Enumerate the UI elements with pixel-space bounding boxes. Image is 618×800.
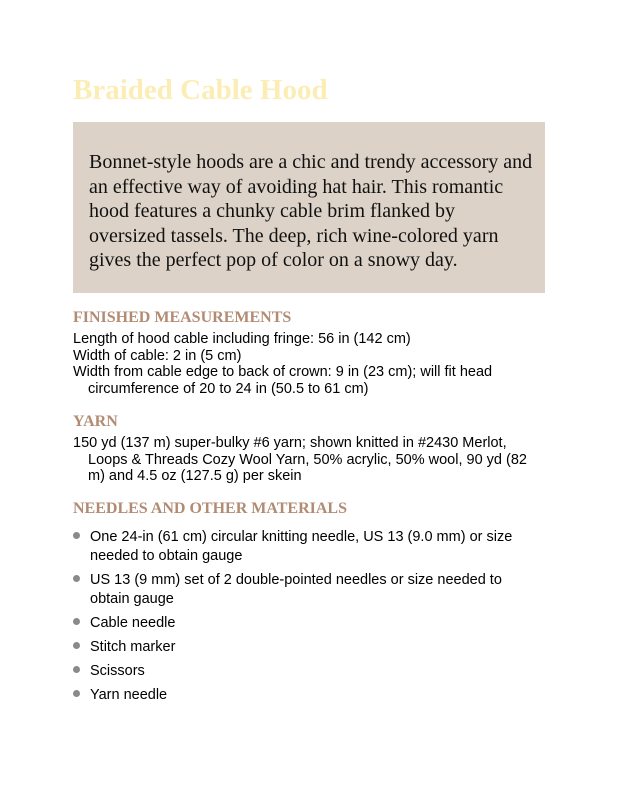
measurement-line: Width from cable edge to back of crown: 9 in (23 cm); will fit head circumference of 20 to 24 in (50.5 to 61 cm) xyxy=(73,364,493,397)
list-item xyxy=(73,571,543,609)
measurement-line: Length of hood cable including fringe: 56 in (142 cm) xyxy=(73,331,411,347)
bullet-icon xyxy=(73,618,80,625)
yarn-section xyxy=(73,435,543,485)
list-item-text: Stitch marker xyxy=(90,639,176,655)
list-item xyxy=(73,528,543,566)
list-item xyxy=(73,686,543,705)
bullet-icon xyxy=(73,666,80,673)
yarn-heading: YARN xyxy=(73,413,118,430)
bullet-icon xyxy=(73,575,80,582)
yarn-text: 150 yd (137 m) super-bulky #6 yarn; shown knitted in #2430 Merlot, Loops & Threads Cozy Wool Yarn, 50% acrylic, 50% wool, 90 yd (82 m) and 4.5 oz (127.5 g) per skein xyxy=(73,435,527,484)
list-item-text: Scissors xyxy=(90,663,145,679)
list-item-text: Yarn needle xyxy=(90,687,168,703)
finished-measurements-section xyxy=(73,331,543,397)
intro-box xyxy=(73,122,545,293)
list-item xyxy=(73,662,543,681)
list-item-text: US 13 (9 mm) set of 2 double-pointed needles or size needed to obtain gauge xyxy=(90,572,502,607)
materials-list xyxy=(73,528,543,705)
list-item-text: Cable needle xyxy=(90,615,176,631)
bullet-icon xyxy=(73,532,80,539)
intro-text: Bonnet-style hoods are a chic and trendy accessory and an effective way of avoiding hat hair. This romantic hood features a chunky cable brim flanked by oversized tassels. The deep, rich wine-colored yarn gives the perfect pop of color on a snowy day. xyxy=(89,151,533,271)
measurement-line: Width of cable: 2 in (5 cm) xyxy=(73,347,242,364)
list-item xyxy=(73,614,543,633)
finished-measurements-heading: FINISHED MEASUREMENTS xyxy=(73,309,292,326)
needles-section xyxy=(73,528,543,710)
page-title: Braided Cable Hood xyxy=(73,74,328,106)
list-item xyxy=(73,638,543,657)
bullet-icon xyxy=(73,690,80,697)
list-item-text: One 24-in (61 cm) circular knitting needle, US 13 (9.0 mm) or size needed to obtain gauge xyxy=(90,529,513,564)
bullet-icon xyxy=(73,642,80,649)
needles-heading: NEEDLES AND OTHER MATERIALS xyxy=(73,500,347,517)
